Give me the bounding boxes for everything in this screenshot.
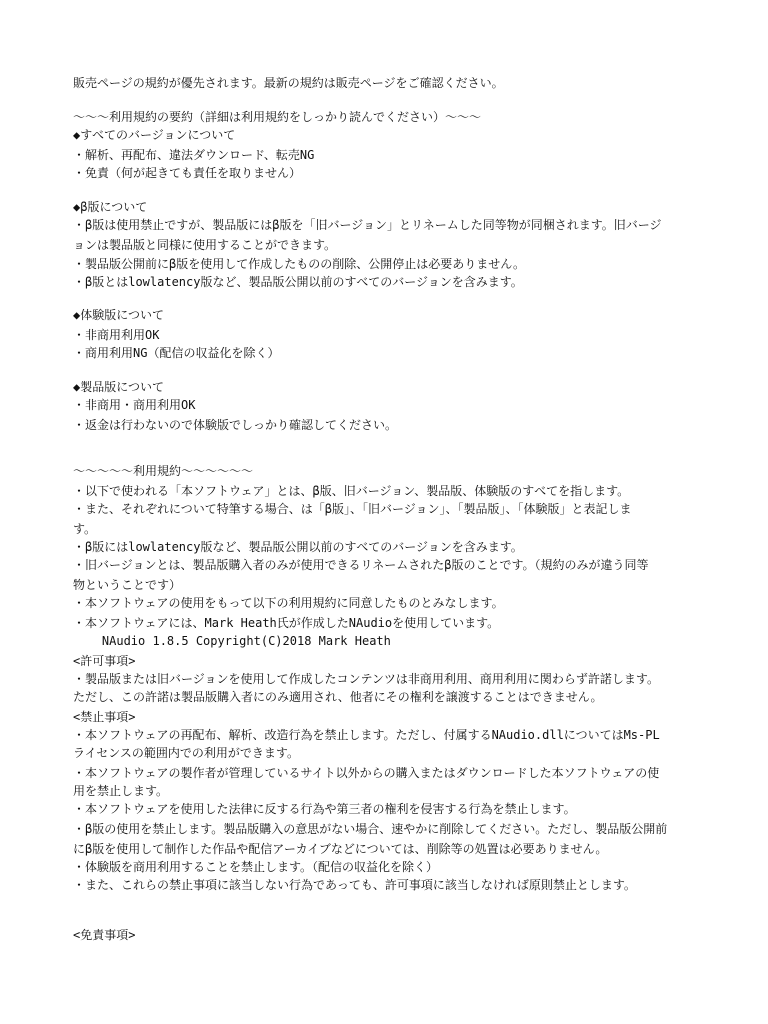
list-item: ・また、これらの禁止事項に該当しない行為であっても、許可事項に該当しなければ原則禁止とします。 xyxy=(73,878,636,892)
text-line: ライセンスの範囲内での利用ができます。 xyxy=(73,746,299,760)
naudio-copyright: NAudio 1.8.5 Copyright(C)2018 Mark Heath xyxy=(73,634,391,648)
terms-heading: ～～～～～利用規約～～～～～～ xyxy=(73,464,254,478)
notice-line: 販売ページの規約が優先されます。最新の規約は販売ページをご確認ください。 xyxy=(73,76,504,90)
text-line: ただし、この許諾は製品版購入者にのみ適用され、他者にその権利を譲渡することはできません。 xyxy=(73,690,603,704)
list-item: ・非商用・商用利用OK xyxy=(73,398,196,412)
list-item: ・製品版公開前にβ版を使用して作成したものの削除、公開停止は必要ありません。 xyxy=(73,257,525,271)
list-item: ・本ソフトウェアの製作者が管理しているサイト以外からの購入またはダウンロードした本ソフトウェアの使 xyxy=(73,766,660,780)
text-line: 用を禁止します。 xyxy=(73,784,169,798)
list-item: ・解析、再配布、違法ダウンロード、転売NG xyxy=(73,148,315,162)
list-item: ・本ソフトウェアの再配布、解析、改造行為を禁止します。ただし、付属するNAudio.dllについてはMs-PL xyxy=(73,728,660,742)
section-product: ◆製品版について xyxy=(73,380,164,394)
section-trial: ◆体験版について xyxy=(73,308,164,322)
list-item: ・体験版を商用利用することを禁止します。（配信の収益化を除く） xyxy=(73,860,439,874)
list-item: ・旧バージョンとは、製品版購入者のみが使用できるリネームされたβ版のことです。（規約のみが違う同等 xyxy=(73,558,649,572)
prohibited-heading: <禁止事項> xyxy=(73,710,136,724)
list-item: ・非商用利用OK xyxy=(73,328,160,342)
permitted-heading: <許可事項> xyxy=(73,654,136,668)
list-item: ・以下で使われる「本ソフトウェア」とは、β版、旧バージョン、製品版、体験版のすべてを指します。 xyxy=(73,484,630,498)
text-line: ョンは製品版と同様に使用することができます。 xyxy=(73,238,337,252)
list-item: ・返金は行わないので体験版でしっかり確認してください。 xyxy=(73,418,398,432)
text-line: 物ということです） xyxy=(73,578,182,592)
section-all-versions: ◆すべてのバージョンについて xyxy=(73,128,236,142)
list-item: ・本ソフトウェアを使用した法律に反する行為や第三者の権利を侵害する行為を禁止します。 xyxy=(73,802,576,816)
list-item: ・製品版または旧バージョンを使用して作成したコンテンツは非商用利用、商用利用に関わらず許諾します。 xyxy=(73,672,659,686)
text-line: す。 xyxy=(73,522,97,536)
section-beta: ◆β版について xyxy=(73,200,148,214)
list-item: ・β版の使用を禁止します。製品版購入の意思がない場合、速やかに削除してください。ただし、製品版公開前 xyxy=(73,822,668,836)
list-item: ・β版は使用禁止ですが、製品版にはβ版を「旧バージョン」とリネームした同等物が同梱されます。旧バージ xyxy=(73,218,662,232)
list-item: ・本ソフトウェアには、Mark Heath氏が作成したNAudioを使用しています。 xyxy=(73,616,500,630)
list-item: ・本ソフトウェアの使用をもって以下の利用規約に同意したものとみなします。 xyxy=(73,596,504,610)
list-item: ・β版とはlowlatency版など、製品版公開以前のすべてのバージョンを含みます。 xyxy=(73,275,523,289)
disclaimer-heading: <免責事項> xyxy=(73,928,136,942)
list-item: ・免責（何が起きても責任を取りません） xyxy=(73,166,302,180)
summary-heading: ～～～利用規約の要約（詳細は利用規約をしっかり読んでください）～～～ xyxy=(73,110,482,124)
list-item: ・また、それぞれについて特筆する場合、は「β版」、「旧バージョン」、「製品版」、「体験版」と表記しま xyxy=(73,502,632,516)
list-item: ・β版にはlowlatency版など、製品版公開以前のすべてのバージョンを含みます。 xyxy=(73,540,523,554)
list-item: ・商用利用NG（配信の収益化を除く） xyxy=(73,346,280,360)
text-line: にβ版を使用して制作した作品や配信アーカイブなどについては、削除等の処置は必要ありません。 xyxy=(73,842,608,856)
